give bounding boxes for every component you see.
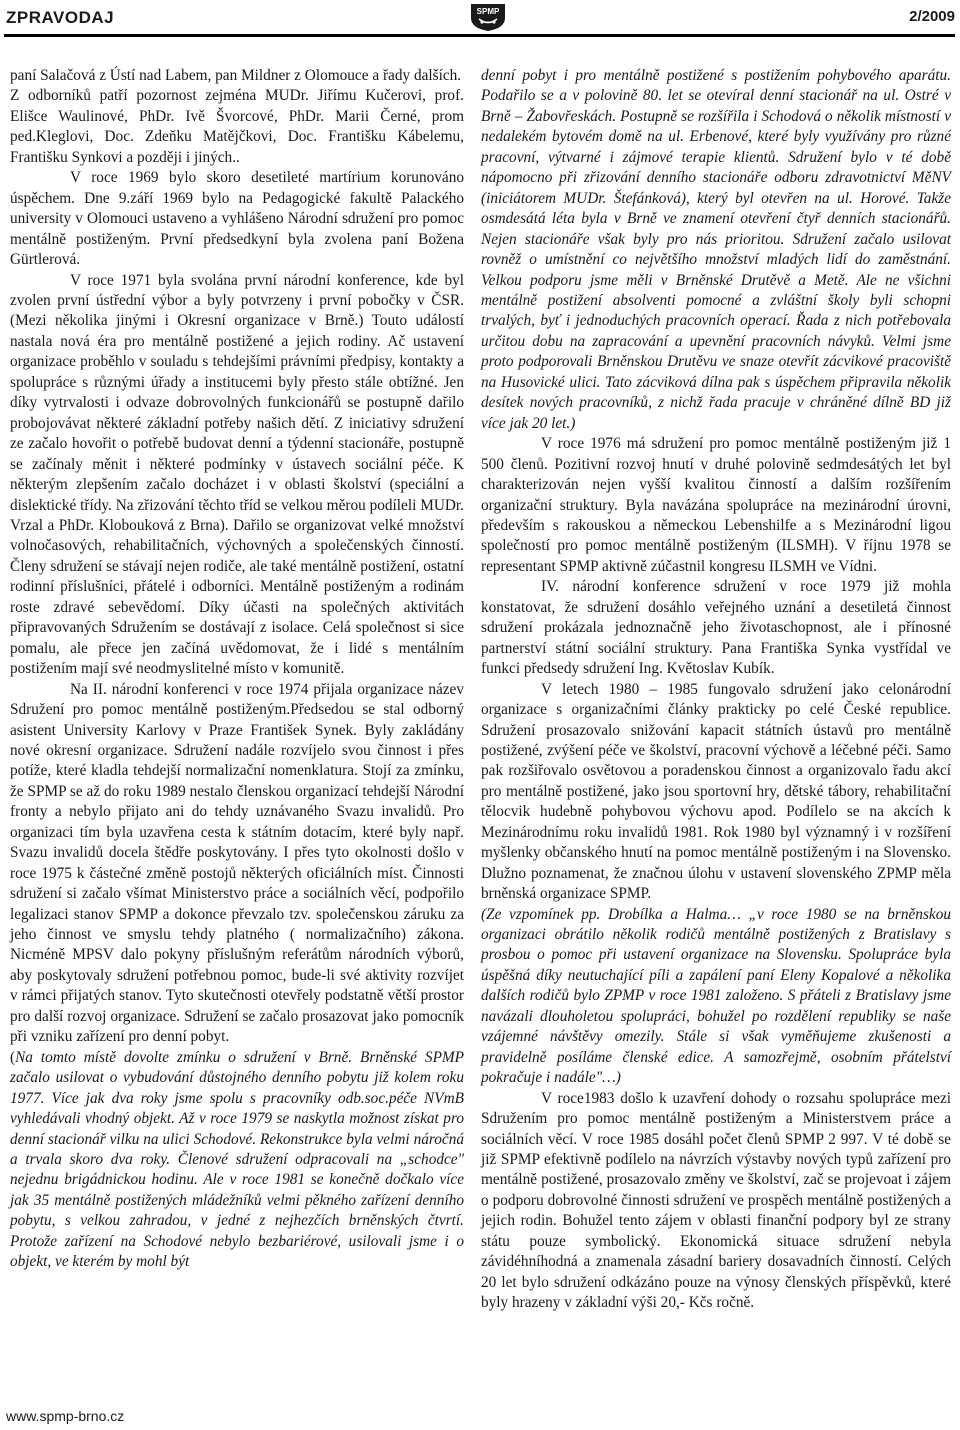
logo-text: SPMP [476,7,500,16]
paragraph: Na II. národní konferenci v roce 1974 přijala organizace název Sdružení pro pomoc mentálně postiženým.Předsedou se stal odborný asistent University Karlovy v Praze František Synek. Byly zakládány nové okresní organizace. Sdružení nadále rozvíjelo svou činnost i přes potíže, které kladla tehdejší normalizační nomenklatura. Stojí za zmínku, že SPMP se až do roku 1989 nestalo členskou organizací tehdejší Národní fronty a nebylo přijato ani do tehdy uznávaného Svazu invalidů. Pro organizaci tím byla uzavřena cesta k státním dotacím, které byly např. Svazu invalidů docela štědře poskytovány. I přes tyto okolnosti došlo v roce 1975 k částečné změně postojů některých oficiálních míst. Činnosti sdružení si začalo všímat Ministerstvo práce a sociálních věcí, podpořilo legalizaci stanov SPMP a dokonce převzalo tzv. společenskou záruku za jeho činnost ve smyslu tehdy platného ( normalizačního) zákona. Nicméně MPSV dalo pokyny příslušným referátům národních výborů, aby poskytovaly sdružení potřebnou pomoc, bude-li své aktivity rozvíjet v rámci přijatých stanov. Tyto skutečnosti otevřely podstatně větší prostor pro další rozvoj organizace. Sdružení se začalo prosazovat jako pomocník při vzniku zařízení pro denní pobyt. [10,680,464,1046]
newsletter-title: ZPRAVODAJ [6,8,115,27]
page-header [4,8,955,32]
paren-open: ( [10,1048,16,1066]
italic-note: (Ze vzpomínek pp. Drobílka a Halma… „v roce 1980 se na brněnskou organizaci obrátilo několik rodičů mentálně postižených z Bratislavy s prosbou o pomoc při ustavení organizace na Slovensku. Spolupráce byla úspěšná díky neutuchající píli a zapálení paní Eleny Kopalové a několika dalších rodičů bylo ZPMP v roce 1981 založeno. S přáteli z Bratislavy jsme navázali dlouholetou spolupráci, bohužel po rozdělení republiky se naše vzájemné návštěvy omezily. Stále si však vyměňujeme zkušenosti a pravidelně posíláme členské edice. A samozřejmě, osobním přátelství pokračuje i nadále"…) [481,905,951,1087]
footer-url: www.spmp-brno.cz [6,1408,125,1424]
paragraph: V roce 1976 má sdružení pro pomoc mentálně postiženým již 1 500 členů. Pozitivní rozvoj hnutí v druhé polovině sedmdesátých let byl charakterizován nejen vyšší kvalitou činností a dalším rozšířením organizační struktury. Byla navázána spolupráce na mezinárodní úrovni, především s rakouskou a německou Lebenshilfe a s Mezinárodní ligou společností pro pomoc mentálně postiženým (ILSMH). V říjnu 1978 se representant SPMP aktivně zúčastnil kongresu ILSMH ve Vídni. [481,435,951,575]
right-column [481,66,951,1314]
italic-note: denní pobyt i pro mentálně postižené s postižením pohybového aparátu. Podařilo se a v polovině 80. let se otevíral denní stacionář na ul. Ostré v Brně – Žabovřeskách. Postupně se rozšířila i Schodová o několik místností v nedalekém bytovém domě na ul. Erbenové, které byly využívány pro různé pracovní, výtvarné i zájmové terapie klientů. Sdružení bylo v té době nápomocno při zřizování denního stacionáře odboru zdravotnictví MěNV (iniciátorem MUDr. Štefánková), který byl otevřen na ul. Horové. Takže osmdesátá léta byla v Brně ve znamení otevření čtyř denních stacionářů. Nejen stacionáře však byly pro nás prioritou. Sdružení začalo usilovat rovněž o umístnění co největšího množství mladých lidí do zaměstnání. Velkou podporu jsme měli v Brněnské Drutěvě a Metě. Ale ne všichni mentálně postižení absolventi pomocné a zvláštní školy byli schopni trvalých, byť i jednoduchých pracovních operací. Řada z nich potřebovala určitou dobu na zapracování a upevnění pracovních návyků. Velmi jsme proto podporovali Brněnskou Drutěvu ve snaze otevřít zácvikové pracoviště na Husovické ulici. Tato zácviková dílna pak s úspěchem připravila několik desítek nových pracovníků, z nichž řada pracuje v chráněné dílně BD již více jak 20 let.) [481,67,951,432]
issue-number: 2/2009 [909,8,955,25]
paragraph: V roce 1969 bylo skoro desetileté martírium korunováno úspěchem. Dne 9.září 1969 bylo na Pedagogické fakultě Palackého university v Olomouci ustaveno a vyhlášeno Národní sdružení pro pomoc mentálně postiženým. První předsedkyní byla zvolena paní Božena Gürtlerová. [10,169,464,269]
left-column [10,66,464,1273]
paragraph: V roce 1971 byla svolána první národní konference, kde byl zvolen první ústřední výbor a byly potvrzeny i první pobočky v ČSR. (Mezi několika jinými i Okresní organizace v Brně.) Touto událostí nastala nová éra pro mentálně postižené a jejich rodiny. Ač ustavení organizace proběhlo v souladu s tehdejšími právními předpisy, kontakty a spolupráce s různými úřady a institucemi byly přesto stále obtížné. Jen díky vytrvalosti i odvaze dobrovolných funkcionářů se postupně dařilo probojovávat některé základní potřeby našich dětí. Z iniciativy sdružení ze začalo hovořit o potřebě budovat denní a týdenní stacionáře, postupně se začínaly měnit i některé podmínky v ústavech sociální péče. K některým zlepšením začalo docházet i v oblasti školství (speciální a dislektické třídy. Na zřizování těchto tříd se velkou měrou podíleli MUDr. Vrzal a PhDr. Klobouková z Brna). Dařilo se organizovat velké množství volnočasových, rehabilitačních, výchovných a společenských činností. Členy sdružení se stávají nejen rodiče, ale také mentálně postižení, ostatní rodinní příslušníci, přátelé i odborníci. Mentálně postiženým a rodinám roste zdravé sebevědomí. Díky účasti na společných aktivitách připravovaných Sdružením se dostávají z isolace. Celá společnost si sice pomalu, ale přece jen začíná uvědomovat, že i lidé s mentálním postižením mají své neodmyslitelné místo v komunitě. [10,271,464,678]
paragraph: V roce1983 došlo k uzavření dohody o rozsahu spolupráce mezi Sdružením pro pomoc mentálně postiženým a Ministerstvem práce a sociálních věcí. V roce 1985 dosáhl počet členů SPMP 2 997. V té době se již SPMP efektivně podílelo na návrzích výstavby nových typů zařízení pro mentálně postižené, prosazovalo změny ve školství, zač se projevoat i zájem o podporu dobrovolné činnosti sdružení ve prospěch mentálně postižených a jejich rodin. Bohužel tento zájem v oblasti finanční podpory byl ze strany státu pouze symbolický. Ekonomická situace sdružení nebyla závidéhníhodná a znamenala zásadní bariery dosavadních činností. Celých 20 let bylo sdružení odkázáno pouze na výnosy členských příspěvků, které byly hrazeny v základní výši 20,- Kčs ročně. [481,1089,951,1312]
paragraph: V letech 1980 – 1985 fungovalo sdružení jako celonárodní organizace s organizačními články prakticky po celé České republice. Sdružení prosazovalo snižování kapacit státních ústavů pro mentálně postižené, zvýšení péče ve školství, pracovní výchově a léčebné péči. Samo pak rozšiřovalo osvětovou a poradenskou činnost a organizovalo řadu akcí pro mentálně postižené, jako jsou sportovní hry, dětské tábory, rehabilitační tělocvik hudebně pohybovou výchovu apod. Podílelo se na akcích k Mezinárodnímu roku invalidů 1981. Rok 1980 byl významný i v rozšíření myšlenky občanského hnutí na pomoc mentálně postiženým i na Slovensko. Dlužno poznamenat, že značnou úlohu v ustavení slovenského ZPMP měla brněnská organizace SPMP. [481,680,951,903]
spmp-logo-icon [467,2,509,32]
paragraph: Z odborníků patří pozornost zejména MUDr. Jiřímu Kučerovi, prof. Elišce Waulinové, PhDr. Ivě Švorcové, PhDr. Marii Černé, prom ped.Kleglovi, Doc. Zdeňku Matějčkovi, Doc. Františku Kábelemu, Františku Synkovi a později i jiných.. [10,87,464,166]
paragraph: IV. národní konference sdružení v roce 1979 již mohla konstatovat, že sdružení dosáhlo veřejného uznání a desetiletá činnost sdružení prokázala jednoznačně jeho životaschopnost, ale i přínosné partnerství státní sociální struktury. Pana Františka Synka vystřídal ve funkci předsedy sdružení Ing. Květoslav Kubík. [481,578,951,678]
paragraph [10,1048,464,1273]
paragraph: paní Salačová z Ústí nad Labem, pan Mildner z Olomouce a řady dalších. [10,67,462,84]
italic-note: Na tomto místě dovolte zmínku o sdružení v Brně. Brněnské SPMP začalo usilovat o vybudování důstojného denního pobytu již kolem roku 1977. Více jak dva roky jsme spolu s pracovníky odb.soc.péče NVmB vyhledávali vhodný objekt. Až v roce 1979 se naskytla možnost získat pro denní stacionář vilku na ulici Schodové. Rekonstrukce byla velmi náročná a trvala skoro dva roky. Členové sdružení odpracovali na „schodce" nejednu brigádnickou hodinu. Ale v roce 1981 se konečně dočkalo více jak 35 mentálně postižených mládežníků velmi pěkného zařízení denního pobytu, s velkou zahradou, v jedné z nejhezčích brněnských čtvrtí. Protože zařízení na Schodové nebylo bezbariérové, usilovali jsme i o objekt, ve kterém by mohl být [10,1048,464,1271]
header-rule [4,34,955,37]
